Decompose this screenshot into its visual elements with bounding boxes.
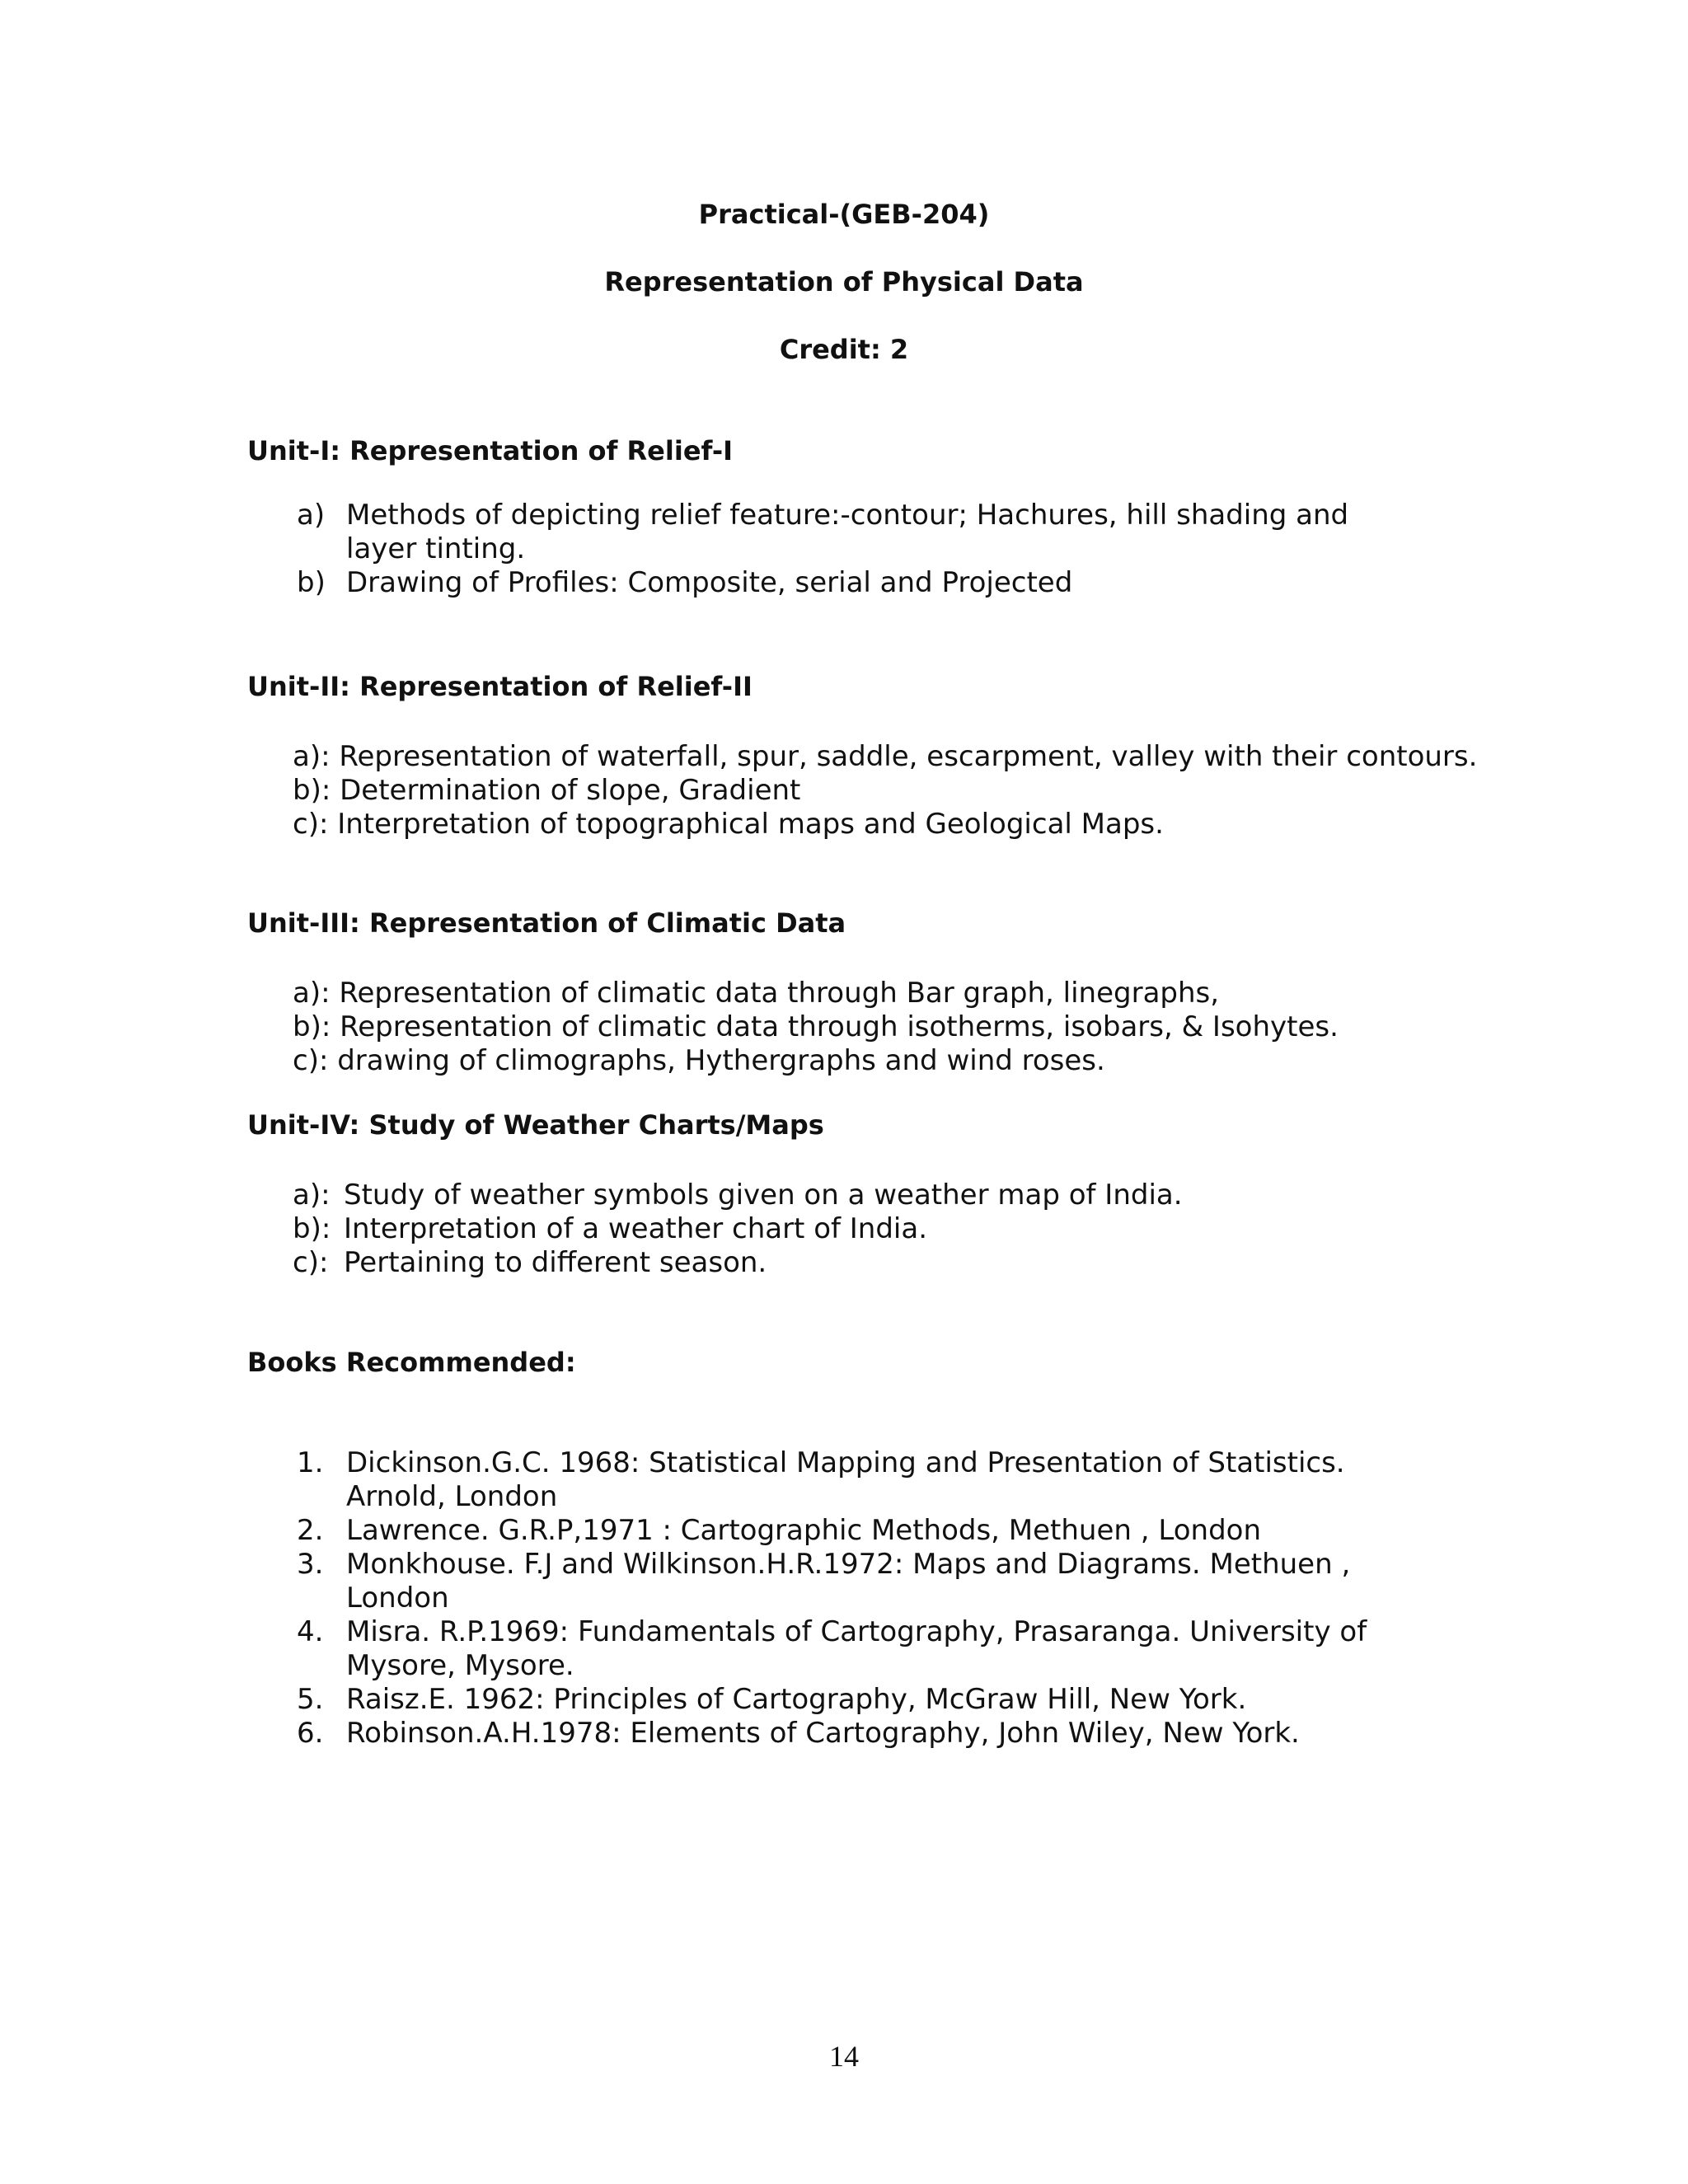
book-item (297, 1717, 1426, 1750)
list-item (293, 1246, 1447, 1280)
unit-3-heading: Unit-III: Representation of Climatic Data (247, 907, 846, 939)
unit-2-heading: Unit-II: Representation of Relief-II (247, 671, 753, 702)
list-marker: b) (297, 566, 326, 599)
list-marker: 3. (297, 1548, 324, 1581)
list-item: b): Determination of slope, Gradient (293, 774, 801, 807)
book-item (297, 1615, 1426, 1683)
unit-1-heading: Unit-I: Representation of Relief-I (247, 435, 734, 466)
list-item-text: Methods of depicting relief feature:-contour; Hachures, hill shading and layer tinting. (346, 499, 1349, 565)
books-list (297, 1446, 1426, 1750)
book-item (297, 1548, 1426, 1615)
list-item: a): Representation of waterfall, spur, saddle, escarpment, valley with their contours. (293, 740, 1478, 773)
book-item (297, 1514, 1426, 1548)
book-citation: Dickinson.G.C. 1968: Statistical Mapping and Presentation of Statistics. Arnold, London (346, 1446, 1345, 1513)
list-item: c): Interpretation of topographical maps and Geological Maps. (293, 808, 1164, 841)
credit-label: Credit: 2 (779, 334, 909, 365)
unit-4-list (293, 1179, 1447, 1280)
list-item (297, 566, 1418, 600)
unit-2-list (293, 740, 1478, 841)
list-marker: a): (293, 1179, 331, 1212)
page-number: 14 (829, 2040, 859, 2073)
list-item (293, 1179, 1447, 1212)
list-item-text: Interpretation of a weather chart of India. (344, 1212, 928, 1245)
book-citation: Raisz.E. 1962: Principles of Cartography, McGraw Hill, New York. (346, 1683, 1247, 1716)
list-marker: 2. (297, 1514, 324, 1547)
list-item-text: Study of weather symbols given on a weather map of India. (344, 1179, 1183, 1212)
list-item (293, 1212, 1447, 1246)
list-item (297, 499, 1418, 566)
list-item: c): drawing of climographs, Hythergraphs and wind roses. (293, 1044, 1105, 1077)
list-marker: c): (293, 1246, 329, 1279)
book-citation: Lawrence. G.R.P,1971 : Cartographic Methods, Methuen , London (346, 1514, 1261, 1547)
book-citation: Robinson.A.H.1978: Elements of Cartography, John Wiley, New York. (346, 1717, 1300, 1750)
unit-4-heading: Unit-IV: Study of Weather Charts/Maps (247, 1109, 824, 1141)
course-code-title: Practical-(GEB-204) (698, 199, 990, 230)
list-marker: a) (297, 499, 326, 532)
book-citation: Monkhouse. F.J and Wilkinson.H.R.1972: Maps and Diagrams. Methuen , London (346, 1548, 1351, 1615)
book-item (297, 1683, 1426, 1717)
list-marker: b): (293, 1212, 331, 1245)
list-marker: 6. (297, 1717, 324, 1750)
document-title: Representation of Physical Data (604, 266, 1084, 298)
unit-3-list (293, 977, 1447, 1078)
list-marker: 1. (297, 1446, 324, 1479)
book-citation: Misra. R.P.1969: Fundamentals of Cartography, Prasaranga. University of Mysore, Mysore. (346, 1615, 1367, 1682)
list-item-text: Pertaining to different season. (344, 1246, 767, 1279)
list-item-text: Drawing of Profiles: Composite, serial and Projected (346, 566, 1073, 599)
unit-1-list (297, 499, 1418, 600)
list-item: b): Representation of climatic data through isotherms, isobars, & Isohytes. (293, 1010, 1339, 1043)
list-item: a): Representation of climatic data through Bar graph, linegraphs, (293, 977, 1220, 1010)
books-heading: Books Recommended: (247, 1347, 576, 1378)
list-marker: 5. (297, 1683, 324, 1716)
book-item (297, 1446, 1426, 1514)
list-marker: 4. (297, 1615, 324, 1648)
